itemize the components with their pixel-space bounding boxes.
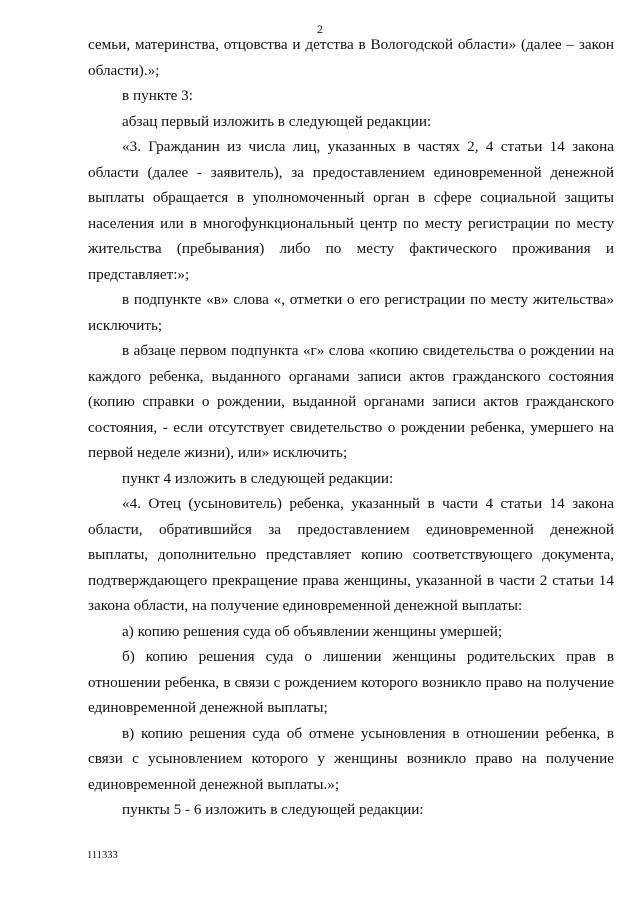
document-body [88, 32, 614, 823]
page-number: 2 [317, 22, 323, 36]
paragraph: а) копию решения суда об объявлении женщины умершей; [122, 622, 503, 640]
paragraph: «3. Гражданин из числа лиц, указанных в частях 2, 4 статьи 14 закона области (далее - заявитель), за предоставлением единовременной денежной выплаты обращается в уполномоченный орган в сфере социальной защиты населения или в многофункциональный центр по месту регистрации по месту жительства (пребывания) либо по месту фактического проживания и представляет:»; [88, 138, 614, 283]
paragraph: б) копию решения суда о лишении женщины родительских прав в отношении ребенка, в связи с рождением которого возникло право на получение единовременной денежной выплаты; [88, 648, 614, 716]
paragraph: в подпункте «в» слова «, отметки о его регистрации по месту жительства» исключить; [88, 291, 614, 334]
paragraph: пункт 4 изложить в следующей редакции: [122, 469, 394, 487]
paragraph: «4. Отец (усыновитель) ребенка, указанный в части 4 статьи 14 закона области, обратившийся за предоставлением единовременной денежной выплаты, дополнительно представляет копию соответствующего документа, подтверждающего прекращение права женщины, указанной в части 2 статьи 14 закона области, на получение единовременной денежной выплаты: [88, 495, 614, 614]
paragraph: пункты 5 - 6 изложить в следующей редакции: [122, 801, 424, 818]
paragraph: абзац первый изложить в следующей редакции: [122, 112, 432, 130]
paragraph: семьи, материнства, отцовства и детства в Вологодской области» (далее – закон области).»; [88, 36, 614, 79]
document-code: 111333 [87, 850, 118, 861]
paragraph: в пункте 3: [122, 87, 193, 104]
paragraph: в абзаце первом подпункта «г» слова «копию свидетельства о рождении на каждого ребенка, выданного органами записи актов гражданского состояния (копию справки о рождении, выданной органами записи актов гражданского состояния, - если отсутствует свидетельство о рождении ребенка, умершего на первой неделе жизни), или» исключить; [88, 342, 614, 461]
paragraph: в) копию решения суда об отмене усыновления в отношении ребенка, в связи с усыновлением которого у женщины возникло право на получение единовременной денежной выплаты.»; [88, 724, 614, 793]
